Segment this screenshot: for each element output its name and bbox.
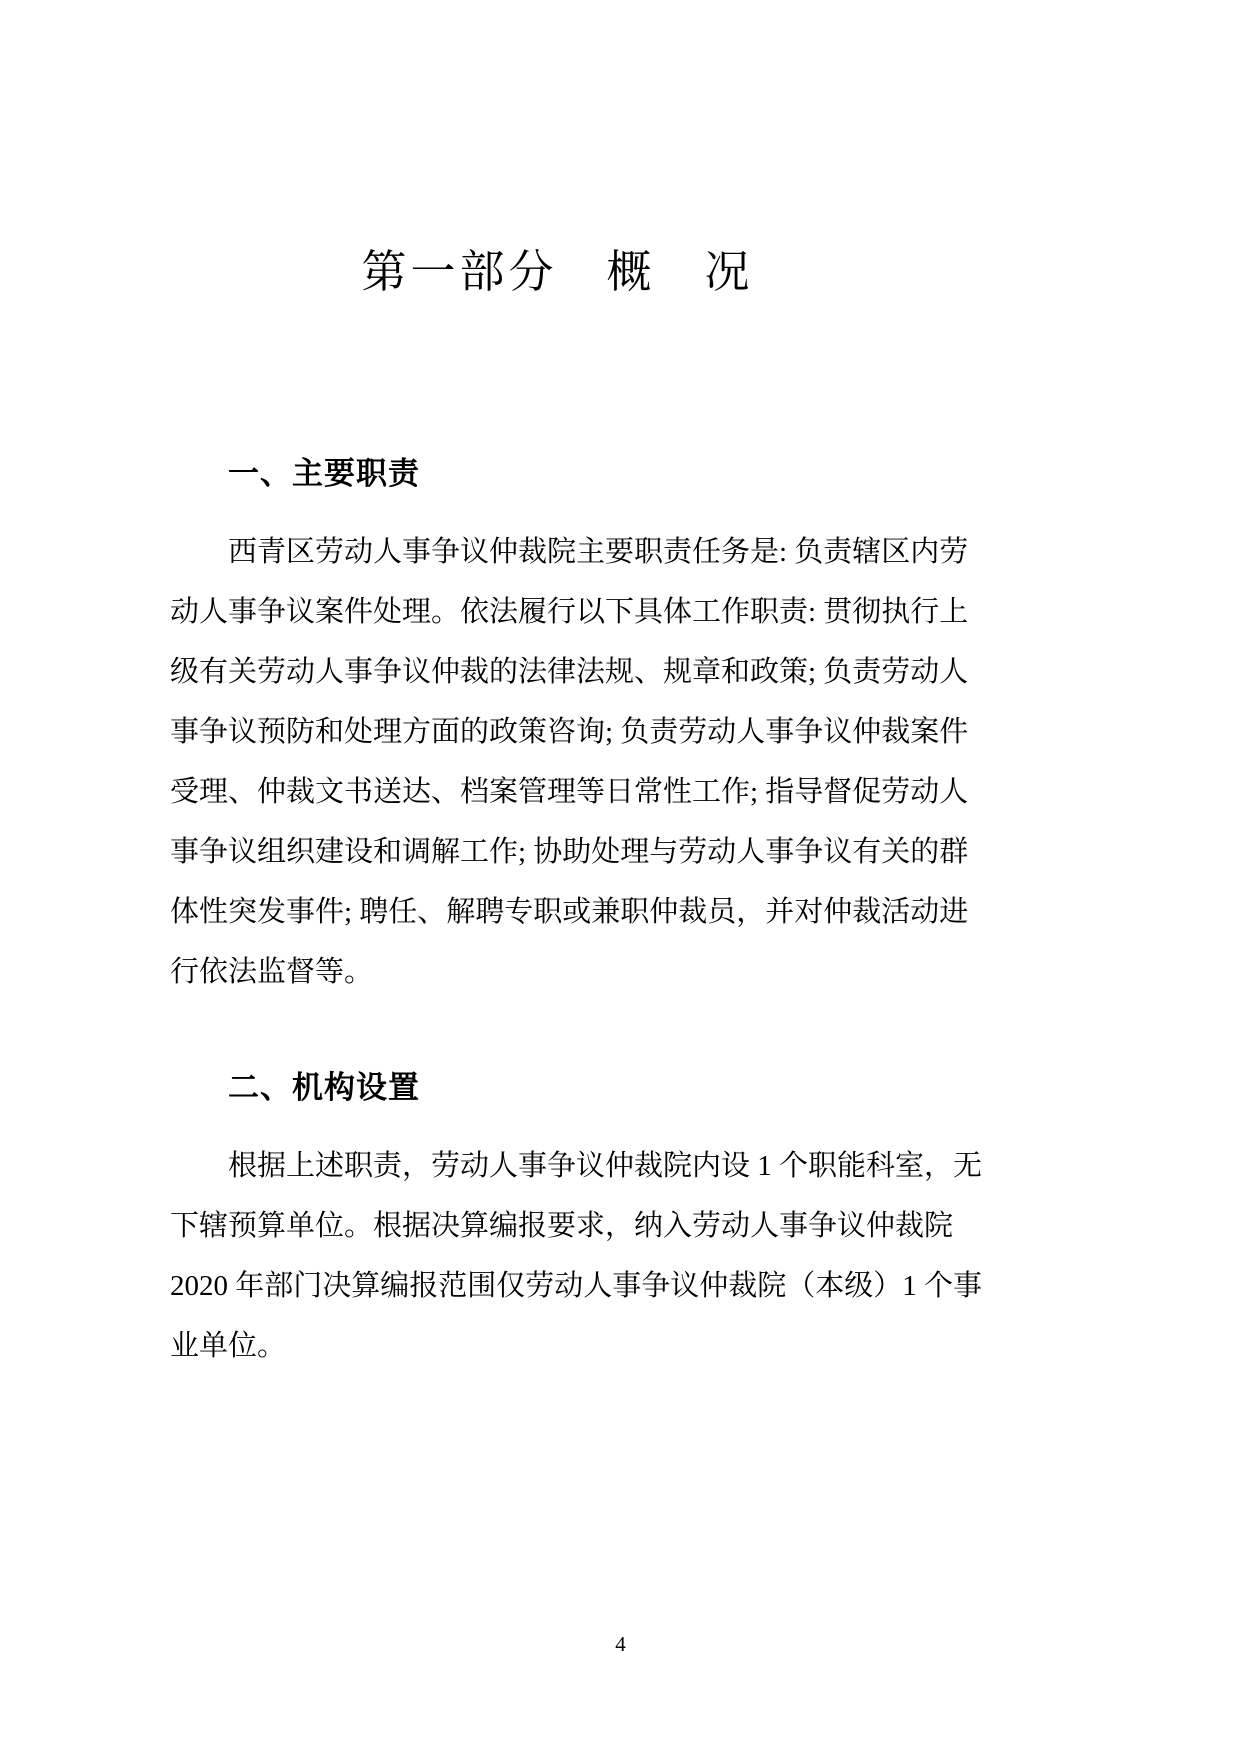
- paragraph-line: 体性突发事件; 聘任、解聘专职或兼职仲裁员，并对仲裁活动进: [170, 896, 969, 928]
- paragraph-line: 根据上述职责，劳动人事争议仲裁院内设 1 个职能科室，无: [228, 1150, 983, 1182]
- paragraph-line: 业单位。: [170, 1330, 287, 1362]
- paragraph-line: 事争议预防和处理方面的政策咨询; 负责劳动人事争议仲裁案件: [170, 716, 969, 748]
- page-content: [170, 0, 983, 1754]
- page-title: 第一部分 概 况: [361, 247, 754, 297]
- paragraph-line: 动人事争议案件处理。依法履行以下具体工作职责: 贯彻执行上: [170, 596, 969, 628]
- paragraph-line: 受理、仲裁文书送达、档案管理等日常性工作; 指导督促劳动人: [170, 776, 969, 808]
- section-heading-main-duties: 一、主要职责: [228, 456, 420, 491]
- paragraph-organization: [170, 1136, 983, 1376]
- paragraph-line: 西青区劳动人事争议仲裁院主要职责任务是: 负责辖区内劳: [228, 536, 969, 568]
- paragraph-main-duties: [170, 522, 969, 1002]
- paragraph-line: 事争议组织建设和调解工作; 协助处理与劳动人事争议有关的群: [170, 836, 969, 868]
- page-number: 4: [615, 1632, 626, 1656]
- paragraph-line: 2020 年部门决算编报范围仅劳动人事争议仲裁院（本级）1 个事: [170, 1270, 983, 1302]
- paragraph-line: 下辖预算单位。根据决算编报要求，纳入劳动人事争议仲裁院: [170, 1210, 954, 1242]
- paragraph-line: 行依法监督等。: [170, 956, 374, 988]
- section-heading-organization: 二、机构设置: [228, 1070, 420, 1105]
- paragraph-line: 级有关劳动人事争议仲裁的法律法规、规章和政策; 负责劳动人: [170, 656, 969, 688]
